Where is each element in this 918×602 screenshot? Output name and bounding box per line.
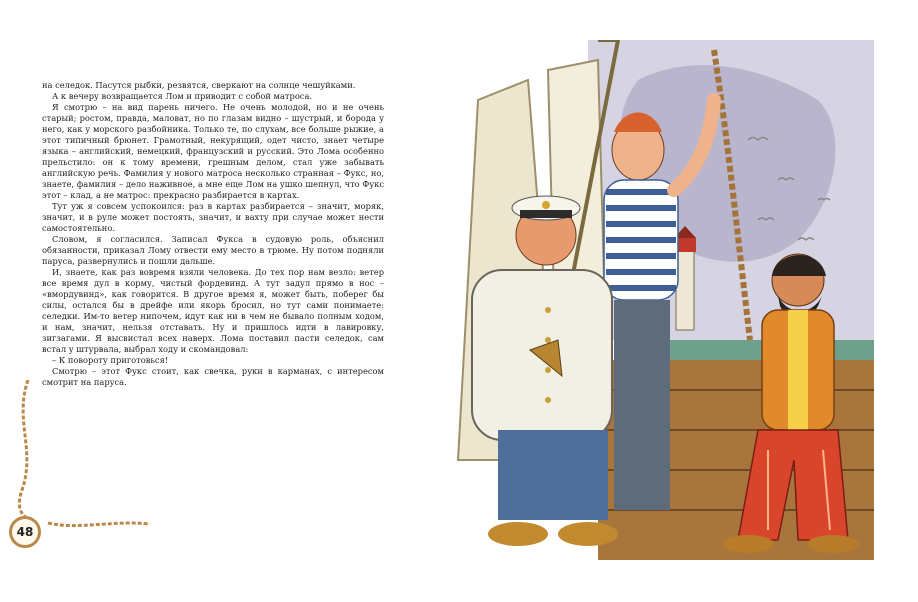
text-column (42, 80, 384, 388)
paragraph: Я смотрю – на вид парень ничего. Не очень молодой, но и не очень старый; ростом, правда, маловат, но по глазам видно – шустрый, и борода у него, как у морского разбойника. Только те, по слухам, все больше рыжие, а этот типичный брюнет. Грамотный, некурящий, одет чисто, знает четыре языка – английский, немецкий, французский и русский. Это Лома особенно прельстило: он к тому времени, грешным делом, стал уже забывать английскую речь. Фамилия у нового матроса несколько странная – Фукс, но, знаете, фамилия – дело наживное, а мне еще Лом на ушко шепнул, что Фукс этот – клад, а не матрос: прекрасно разбирается в картах. (42, 102, 384, 200)
paragraph: Словом, я согласился. Записал Фукса в судовую роль, объяснил обязанности, приказал Лому отвести ему место в трюме. Ну потом подняли паруса, развернулись и пошли дальше. (42, 234, 384, 266)
paragraph: на селедок. Пасутся рыбки, резвятся, сверкают на солнце чешуйками. (42, 80, 356, 90)
paragraph: – К повороту приготовься! (52, 355, 169, 365)
paragraph: Смотрю – этот Фукс стоит, как свечка, руки в карманах, с интересом смотрит на паруса. (42, 366, 384, 387)
paragraph: Тут уж я совсем успокоился: раз в картах разбирается – значит, моряк, значит, и в руле может постоять, значит, и вахту при случае может нести самостоятельно. (42, 201, 384, 233)
paragraph: А к вечеру возвращается Лом и приводит с собой матроса. (52, 91, 313, 101)
paragraph: И, знаете, как раз вовремя взяли человека. До тех пор нам везло: ветер все время дул в корму, чистый фордевинд. А тут задул прямо в нос – «вмордувинд», как говорится. В другое время я, может быть, поберег бы силы, остался бы в дрейфе или якорь бросил, но тут сами понимаете: селедки. Им-то ветер нипочем, идут как ни в чем не бывало полным ходом, и нам, значит, нельзя отставать. Ну и пришлось идти в лавировку, зигзагами. Я высвистал всех наверх. Лома поставил пасти селедок, сам встал у штурвала, выбрал ходу и скомандовал: (42, 267, 384, 354)
illustration-captain-sailor-fuchs (438, 40, 874, 560)
page-number: 48 (9, 516, 41, 548)
